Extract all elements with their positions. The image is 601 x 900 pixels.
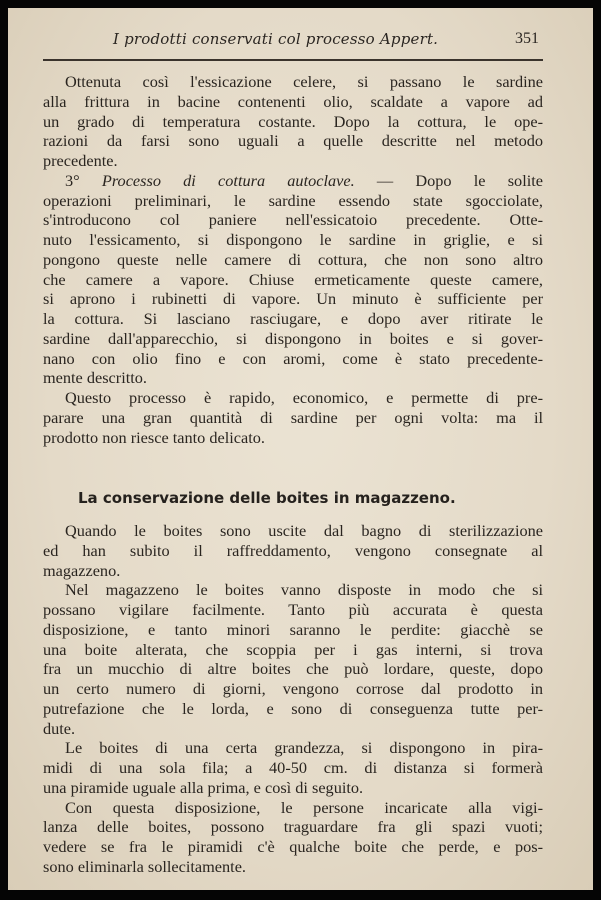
- paragraph-line: una piramide uguale alla prima, e così di seguito.: [43, 777, 364, 797]
- paragraph-line: s'introducono col paniere nell'essicatoio precedente. Otte-: [43, 210, 543, 230]
- paragraph-line: una boite alterata, che scoppia per i gas interni, si trova: [43, 639, 543, 659]
- paragraph-line: che camere a vapore. Chiuse ermeticamente queste camere,: [43, 269, 543, 289]
- paragraph-line: la cottura. Si lasciano rasciugare, e dopo aver ritirate le: [43, 309, 543, 328]
- paragraph-line: alla frittura in bacine contenenti olio, scaldate a vapore ad: [43, 91, 543, 111]
- lead-italic: Processo di cottura autoclave.: [101, 170, 355, 190]
- paragraph-line: nano con olio fino e con aromi, come è stato precedente-: [43, 348, 543, 368]
- paragraph-line: sardine dall'apparecchio, si dispongono in boites e si gover-: [43, 328, 543, 348]
- lead-number: 3°: [65, 170, 102, 190]
- paragraph-line: prodotto non riesce tanto delicato.: [43, 427, 265, 447]
- paragraph-line: Con questa disposizione, le persone incaricate alla vigi-: [65, 797, 543, 817]
- header-rule: [43, 59, 543, 61]
- paragraph-line: magazzeno.: [43, 560, 121, 580]
- paragraph-line: putrefazione che le lorda, e sono di conseguenza tutte per-: [43, 698, 543, 718]
- paragraph-line: lanza delle boites, possono traguardare fra gli spazi vuoti;: [43, 817, 543, 837]
- paragraph-line: pongono queste nelle camere di cottura, che non sono altro: [43, 249, 543, 269]
- section-2-text: [43, 521, 543, 877]
- book-page: [8, 8, 593, 890]
- paragraph-line: dute.: [43, 718, 76, 738]
- paragraph-line: Quando le boites sono uscite dal bagno di sterilizzazione: [65, 521, 543, 540]
- paragraph-line: un certo numero di giorni, vengono corrose dal prodotto in: [43, 679, 543, 698]
- paragraph-line: Questo processo è rapido, economico, e permette di pre-: [65, 388, 543, 407]
- paragraph-line: si aprono i rubinetti di vapore. Un minuto è sufficiente per: [43, 289, 543, 309]
- paragraph-line: vedere se fra le piramidi c'è qualche boite che perde, e pos-: [43, 837, 543, 856]
- paragraph-line: mente descritto.: [43, 368, 147, 388]
- running-title: I prodotti conservati col processo Appert.: [113, 30, 439, 48]
- paragraph-line: Ottenuta così l'essicazione celere, si passano le sardine: [65, 72, 543, 91]
- section-heading: La conservazione delle boites in magazzeno.: [78, 489, 456, 507]
- paragraph-line: fra un mucchio di altre boites che può lordare, queste, dopo: [43, 659, 543, 679]
- paragraph: [43, 171, 543, 388]
- paragraph-line: midi di una sola fila; a 40-50 cm. di distanza si formerà: [43, 758, 543, 777]
- page-number: 351: [515, 30, 539, 47]
- paragraph-line: operazioni preliminari, le sardine essendo state sgocciolate,: [43, 190, 543, 210]
- lead-rest: — Dopo le solite: [354, 170, 543, 190]
- paragraph-line: possano vigilare facilmente. Tanto più accurata è questa: [43, 600, 543, 619]
- paragraph-line: razioni da farsi sono uguali a quelle descritte nel metodo: [43, 131, 543, 151]
- paragraph-line: parare una gran quantità di sardine per ogni volta: ma il: [43, 407, 543, 427]
- section-1-text: [43, 72, 543, 447]
- paragraph: [43, 72, 543, 171]
- paragraph: [43, 521, 543, 580]
- paragraph-line: nuto l'essicamento, si dispongono le sardine in griglie, e si: [43, 230, 543, 249]
- paragraph-line: Le boites di una certa grandezza, si dispongono in pira-: [65, 738, 543, 758]
- paragraph: [43, 738, 543, 797]
- paragraph-line: disposizione, e tanto minori saranno le perdite: giacchè se: [43, 619, 543, 639]
- paragraph-line: ed han subito il raffreddamento, vengono consegnate al: [43, 540, 543, 560]
- paragraph-line: [43, 171, 543, 191]
- paragraph-line: sono eliminarla sollecitamente.: [43, 856, 246, 876]
- paragraph-line: un grado di temperatura costante. Dopo la cottura, le ope-: [43, 111, 543, 131]
- paragraph: [43, 580, 543, 738]
- paragraph: [43, 388, 543, 447]
- paragraph-line: precedente.: [43, 151, 118, 170]
- paragraph: [43, 798, 543, 877]
- paragraph-line: Nel magazzeno le boites vanno disposte in modo che si: [65, 580, 543, 600]
